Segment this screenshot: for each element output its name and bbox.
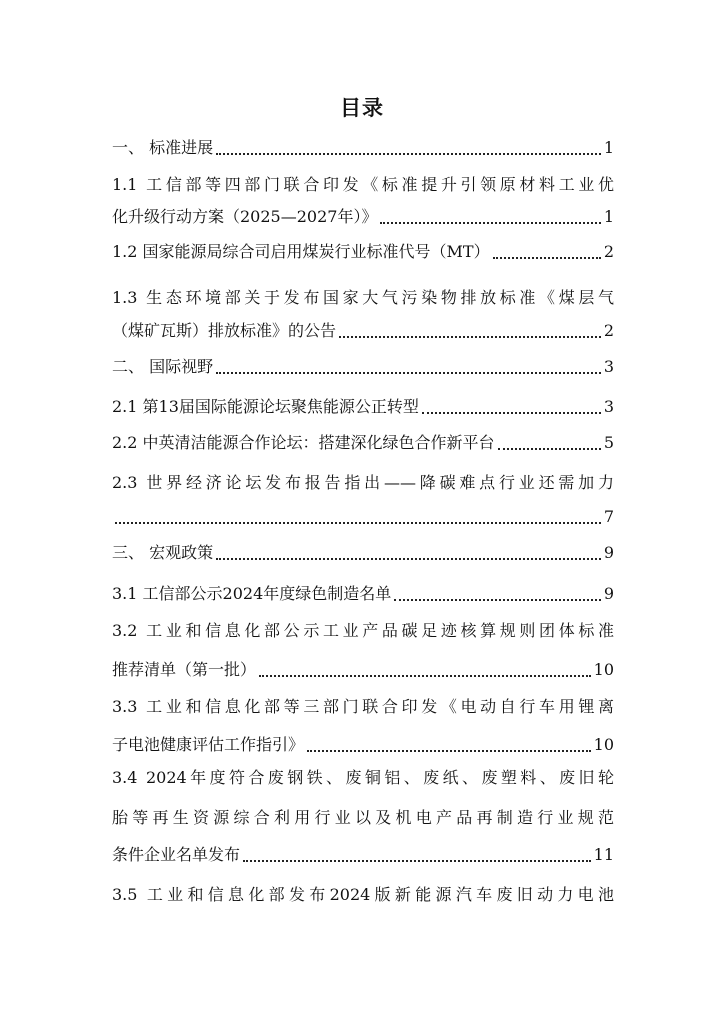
toc-entry-text: 3.1 工信部公示2024年度绿色制造名单 (112, 584, 392, 603)
toc-entry-text: 3.5 工业和信息化部发布2024版新能源汽车废旧动力电池 (112, 885, 614, 904)
toc-entry-text: 1.1 工信部等四部门联合印发《标准提升引领原材料工业优 (112, 175, 614, 194)
toc-entry-text: 一、 标准进展 (112, 138, 214, 157)
dot-leader (422, 406, 601, 414)
toc-entry-text: 2.2 中英清洁能源合作论坛：搭建深化绿色合作新平台 (112, 433, 495, 452)
toc-entry-text: 1.3 生态环境部关于发布国家大气污染物排放标准《煤层气 (112, 288, 614, 307)
toc-page-number: 9 (603, 584, 614, 603)
toc-entry-line[interactable] (112, 206, 614, 228)
toc-entry-line[interactable] (112, 807, 614, 829)
toc-entry-line[interactable] (112, 659, 614, 681)
toc-entry-text: 3.3 工业和信息化部等三部门联合印发《电动自行车用锂离 (112, 697, 614, 716)
dot-leader (339, 330, 601, 338)
toc-entry-line[interactable] (112, 472, 614, 494)
toc-entry-line[interactable] (112, 287, 614, 309)
toc-entry-text: 二、 国际视野 (112, 357, 214, 376)
toc-entry-text: 条件企业名单发布 (112, 845, 241, 864)
dot-leader (498, 442, 601, 450)
toc-entry-text: 2.1 第13届国际能源论坛聚焦能源公正转型 (112, 397, 419, 416)
toc-page-number: 3 (603, 397, 614, 416)
toc-page-number: 1 (603, 138, 614, 157)
toc-entry-line[interactable] (112, 696, 614, 718)
toc-entry-line[interactable] (112, 506, 614, 528)
toc-entry-text: 胎等再生资源综合利用行业以及机电产品再制造行业规范 (112, 808, 614, 827)
dot-leader (380, 216, 600, 224)
toc-entry-line[interactable] (112, 734, 614, 756)
toc-entry-line[interactable] (112, 241, 614, 263)
toc-entry-text: 1.2 国家能源局综合司启用煤炭行业标准代号（MT） (112, 242, 490, 261)
toc-entry-line[interactable] (112, 620, 614, 642)
toc-entry-line[interactable] (112, 356, 614, 378)
dot-leader (259, 669, 591, 677)
toc-page-number: 9 (603, 543, 614, 562)
dot-leader (216, 366, 601, 374)
dot-leader (493, 251, 601, 259)
toc-entry-text: 3.4 2024年度符合废钢铁、废铜铝、废纸、废塑料、废旧轮 (112, 768, 614, 787)
dot-leader (394, 593, 601, 601)
toc-entry-text: 推荐清单（第一批） (112, 660, 257, 679)
dot-leader (216, 552, 601, 560)
toc-entry-text: （煤矿瓦斯）排放标准》的公告 (112, 321, 337, 340)
toc-entry-line[interactable] (112, 174, 614, 196)
toc-page-number: 10 (593, 735, 614, 754)
toc-page-number: 2 (603, 321, 614, 340)
toc-entry-line[interactable] (112, 542, 614, 564)
toc-page-number: 7 (603, 507, 614, 526)
toc-page-number: 11 (593, 845, 614, 864)
dot-leader (307, 744, 591, 752)
toc-entry-text: 三、 宏观政策 (112, 543, 214, 562)
toc-page-number: 2 (603, 242, 614, 261)
dot-leader (216, 147, 601, 155)
toc-entry-line[interactable] (112, 583, 614, 605)
toc-entry-line[interactable] (112, 432, 614, 454)
dot-leader (115, 516, 601, 524)
toc-entry-text: 化升级行动方案（2025—2027年）》 (112, 207, 378, 226)
toc-entry-line[interactable] (112, 767, 614, 789)
toc-entry-text: 3.2 工业和信息化部公示工业产品碳足迹核算规则团体标准 (112, 621, 614, 640)
toc-page-number: 10 (593, 660, 614, 679)
dot-leader (243, 854, 591, 862)
toc-page-number: 5 (603, 433, 614, 452)
toc-page-number: 3 (603, 357, 614, 376)
toc-page-number: 1 (603, 207, 614, 226)
toc-entry-line[interactable] (112, 884, 614, 906)
toc-entry-text: 2.3 世界经济论坛发布报告指出——降碳难点行业还需加力 (112, 473, 614, 492)
toc-entry-line[interactable] (112, 137, 614, 159)
toc-entry-line[interactable] (112, 396, 614, 418)
page-title: 目录 (340, 96, 384, 120)
toc-entry-line[interactable] (112, 320, 614, 342)
toc-entry-line[interactable] (112, 844, 614, 866)
toc-entry-text: 子电池健康评估工作指引》 (112, 735, 305, 754)
